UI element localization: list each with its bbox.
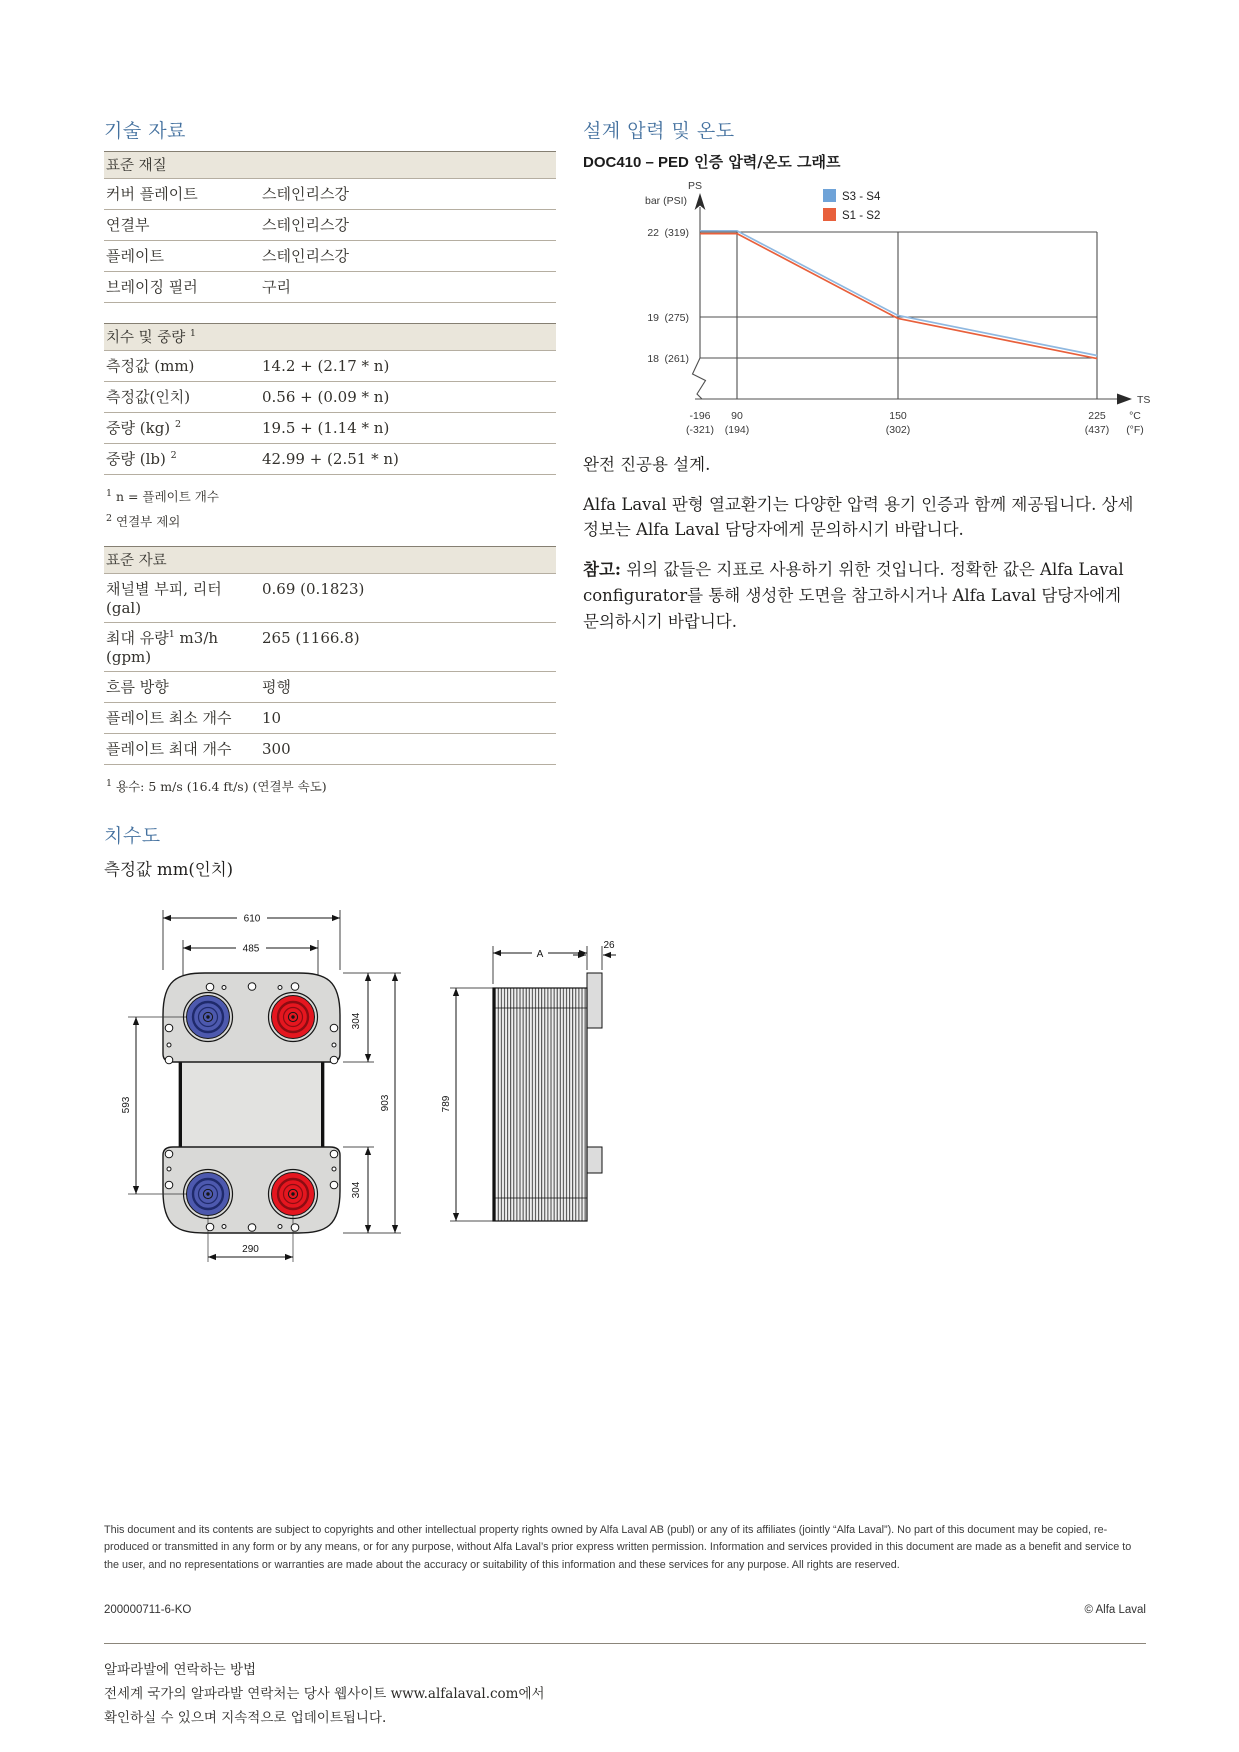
table-header-sup: 1: [189, 328, 196, 340]
x-axis-arrowhead: [1117, 394, 1132, 405]
svg-text:(194): (194): [724, 424, 750, 436]
dim-port-width-top: 485: [242, 943, 260, 955]
dim-bottom-section-height: 304: [351, 1181, 362, 1199]
side-view: [441, 940, 616, 1221]
section-title-design-pressure: 설계 압력 및 온도: [583, 120, 735, 142]
copyright: © Alfa Laval: [1084, 1604, 1146, 1616]
paragraph-certifications: Alfa Laval 판형 열교환기는 다양한 압력 용기 인증과 함께 제공됩니다. 상세 정보는 Alfa Laval 담당자에게 문의하시기 바랍니다.: [583, 494, 1134, 540]
spec-label: 채널별 부피, 리터(gal): [104, 574, 260, 623]
spec-label: 연결부: [104, 210, 260, 241]
port-bottom-left-blue: [184, 1170, 233, 1219]
spec-label: 측정값(인치): [104, 382, 260, 413]
dim-top-section-height: 304: [351, 1012, 362, 1030]
spec-value: 300: [260, 734, 556, 765]
spec-value: 0.56 + (0.09 * n): [260, 382, 556, 413]
table-header: [104, 324, 556, 351]
legal-text: This document and its contents are subject to copyrights and other intellectual property rights owned by Alfa Laval AB (publ) or any of its affiliates (jointly “Alfa Laval”). No part of this document may be copied, re-produced or transmitted in any form or by any means, or for any purpose, without Alfa Laval’s prior express written permission. Information and services provided in this document are made as a benefit and service to the user, and no representations or warranties are made about the accuracy or suitability of this information and these services for any purpose. All rights are reserved.: [104, 1524, 1132, 1571]
dim-depth-a: A: [536, 949, 544, 960]
table-row: [104, 272, 556, 303]
chart-title: [583, 151, 1158, 172]
table-header-row: [104, 547, 556, 574]
y-axis-unit-label: bar (PSI): [644, 195, 687, 207]
svg-text:150: 150: [889, 410, 907, 422]
svg-text:19: 19: [647, 312, 659, 324]
dim-width-total: 610: [243, 913, 261, 925]
section-title-technical-data: 기술 자료: [104, 120, 186, 142]
pressure-temperature-chart: [577, 174, 1152, 442]
spec-label: 중량 (lb) $^2$: [104, 444, 260, 475]
spec-value: 19.5 + (1.14 * n): [260, 413, 556, 444]
table-row: [104, 351, 556, 382]
table-row: [104, 413, 556, 444]
table-header: 표준 재질: [104, 152, 556, 179]
table-row: [104, 574, 556, 623]
spec-label: 플레이트 최소 개수: [104, 703, 260, 734]
x-tick-labels: [686, 410, 1144, 436]
spec-value: 42.99 + (2.51 * n): [260, 444, 556, 475]
dimension-drawing-subtitle: 측정값 mm(인치): [104, 860, 234, 879]
table-row: [104, 672, 556, 703]
document-number-row: [104, 1604, 1146, 1616]
table-row: [104, 382, 556, 413]
note-label: 참고:: [583, 560, 621, 580]
svg-text:90: 90: [731, 410, 743, 422]
spec-label: 최대 유량$^1$ m3/h (gpm): [104, 623, 260, 672]
standard-data-table: [104, 546, 556, 765]
table-header-row: [104, 152, 556, 179]
spec-label: 커버 플레이트: [104, 179, 260, 210]
spec-label: 플레이트: [104, 241, 260, 272]
spec-value: 스테인리스강: [260, 210, 556, 241]
spec-value: 스테인리스강: [260, 179, 556, 210]
right-column: [583, 116, 1158, 648]
table-row: [104, 623, 556, 672]
svg-text:(275): (275): [664, 312, 689, 324]
svg-text:(437): (437): [1084, 424, 1110, 436]
dimension-drawing: [100, 880, 620, 1280]
x-unit-fahrenheit: (°F): [1126, 424, 1144, 436]
legend-swatch-s1-s2: [823, 208, 836, 221]
plate-pack-front: [179, 1062, 324, 1147]
contact-line-update: 확인하실 수 있으며 지속적으로 업데이트됩니다.: [104, 1710, 387, 1727]
materials-table: [104, 151, 556, 303]
svg-text:(302): (302): [885, 424, 911, 436]
y-axis-arrow-label: PS: [687, 180, 703, 192]
x-unit-celsius: °C: [1129, 410, 1141, 422]
contact-line-website: 전세계 국가의 알파라발 연락처는 당사 웹사이트 www.alfalaval.com에서: [104, 1686, 545, 1703]
svg-text:(261): (261): [664, 353, 689, 365]
port-top-right-red: [269, 993, 318, 1042]
dim-pack-height: 789: [441, 1095, 452, 1113]
spec-value: 265 (1166.8): [260, 623, 556, 672]
footnotes: [106, 777, 556, 795]
spec-value: 스테인리스강: [260, 241, 556, 272]
legend-label-s1-s2: S1 - S2: [842, 210, 881, 222]
dim-port-width-bottom: 290: [242, 1244, 259, 1255]
svg-text:(-321): (-321): [685, 424, 715, 436]
spec-label: 브레이징 필러: [104, 272, 260, 303]
spec-value: 0.69 (0.1823): [260, 574, 556, 623]
table-header-row: [104, 324, 556, 351]
footer-divider: [104, 1643, 1146, 1644]
dim-tab-depth: 26: [603, 940, 615, 951]
x-axis-arrow-label: TS: [1137, 394, 1151, 406]
spec-value: 구리: [260, 272, 556, 303]
legend-label-s3-s4: S3 - S4: [842, 191, 881, 203]
mounting-tab-bottom: [587, 1147, 602, 1173]
table-row: [104, 734, 556, 765]
svg-text:18: 18: [647, 353, 659, 365]
table-header-text: 치수 및 중량: [106, 330, 186, 346]
svg-text:(319): (319): [664, 227, 689, 239]
chart-title-rest: 인증 압력/온도 그래프: [688, 153, 841, 171]
footnotes: [106, 487, 556, 530]
svg-text:-196: -196: [689, 410, 711, 422]
contact-block: [104, 1658, 804, 1730]
spec-value: 10: [260, 703, 556, 734]
vacuum-note: 완전 진공용 설계.: [583, 455, 711, 474]
footnote: $^1$ n = 플레이트 개수: [106, 487, 219, 504]
chart-title-model: DOC410 – PED: [583, 154, 689, 171]
mounting-tab-top: [587, 973, 602, 1028]
table-row: [104, 179, 556, 210]
legend-swatch-s3-s4: [823, 189, 836, 202]
spec-label: 중량 (kg) $^2$: [104, 413, 260, 444]
port-bottom-right-red: [269, 1170, 318, 1219]
paragraph-note: 참고: 위의 값들은 지표로 사용하기 위한 것입니다. 정확한 값은 Alfa Laval configurator를 통해 생성한 도면을 참고하시거나 Alfa Laval 담당자에게 문의하시기 바랍니다.: [583, 560, 1124, 631]
chart-legend: [823, 189, 881, 222]
spec-value: 14.2 + (2.17 * n): [260, 351, 556, 382]
footnote: $^1$ 용수: 5 m/s (16.4 ft/s) (연결부 속도): [106, 777, 327, 794]
table-row: [104, 444, 556, 475]
dimensions-weights-table: [104, 323, 556, 475]
front-view: [121, 910, 401, 1262]
table-row: [104, 241, 556, 272]
document-number: 200000711-6-KO: [104, 1604, 192, 1616]
table-row: [104, 210, 556, 241]
contact-heading: 알파라발에 연락하는 방법: [104, 1662, 257, 1678]
spec-value: 평행: [260, 672, 556, 703]
port-top-left-blue: [184, 993, 233, 1042]
svg-text:225: 225: [1088, 410, 1106, 422]
spec-label: 측정값 (mm): [104, 351, 260, 382]
table-row: [104, 703, 556, 734]
footnote: $^2$ 연결부 제외: [106, 512, 181, 529]
spec-label: 플레이트 최대 개수: [104, 734, 260, 765]
spec-label: 흐름 방향: [104, 672, 260, 703]
dim-total-height: 903: [380, 1094, 391, 1112]
section-title-dimension-drawing: 치수도: [104, 825, 161, 847]
dim-port-center-span: 593: [121, 1096, 132, 1114]
svg-text:22: 22: [647, 227, 659, 239]
y-tick-labels: [647, 227, 689, 365]
table-header: 표준 자료: [104, 547, 556, 574]
axis-break: [693, 358, 706, 399]
